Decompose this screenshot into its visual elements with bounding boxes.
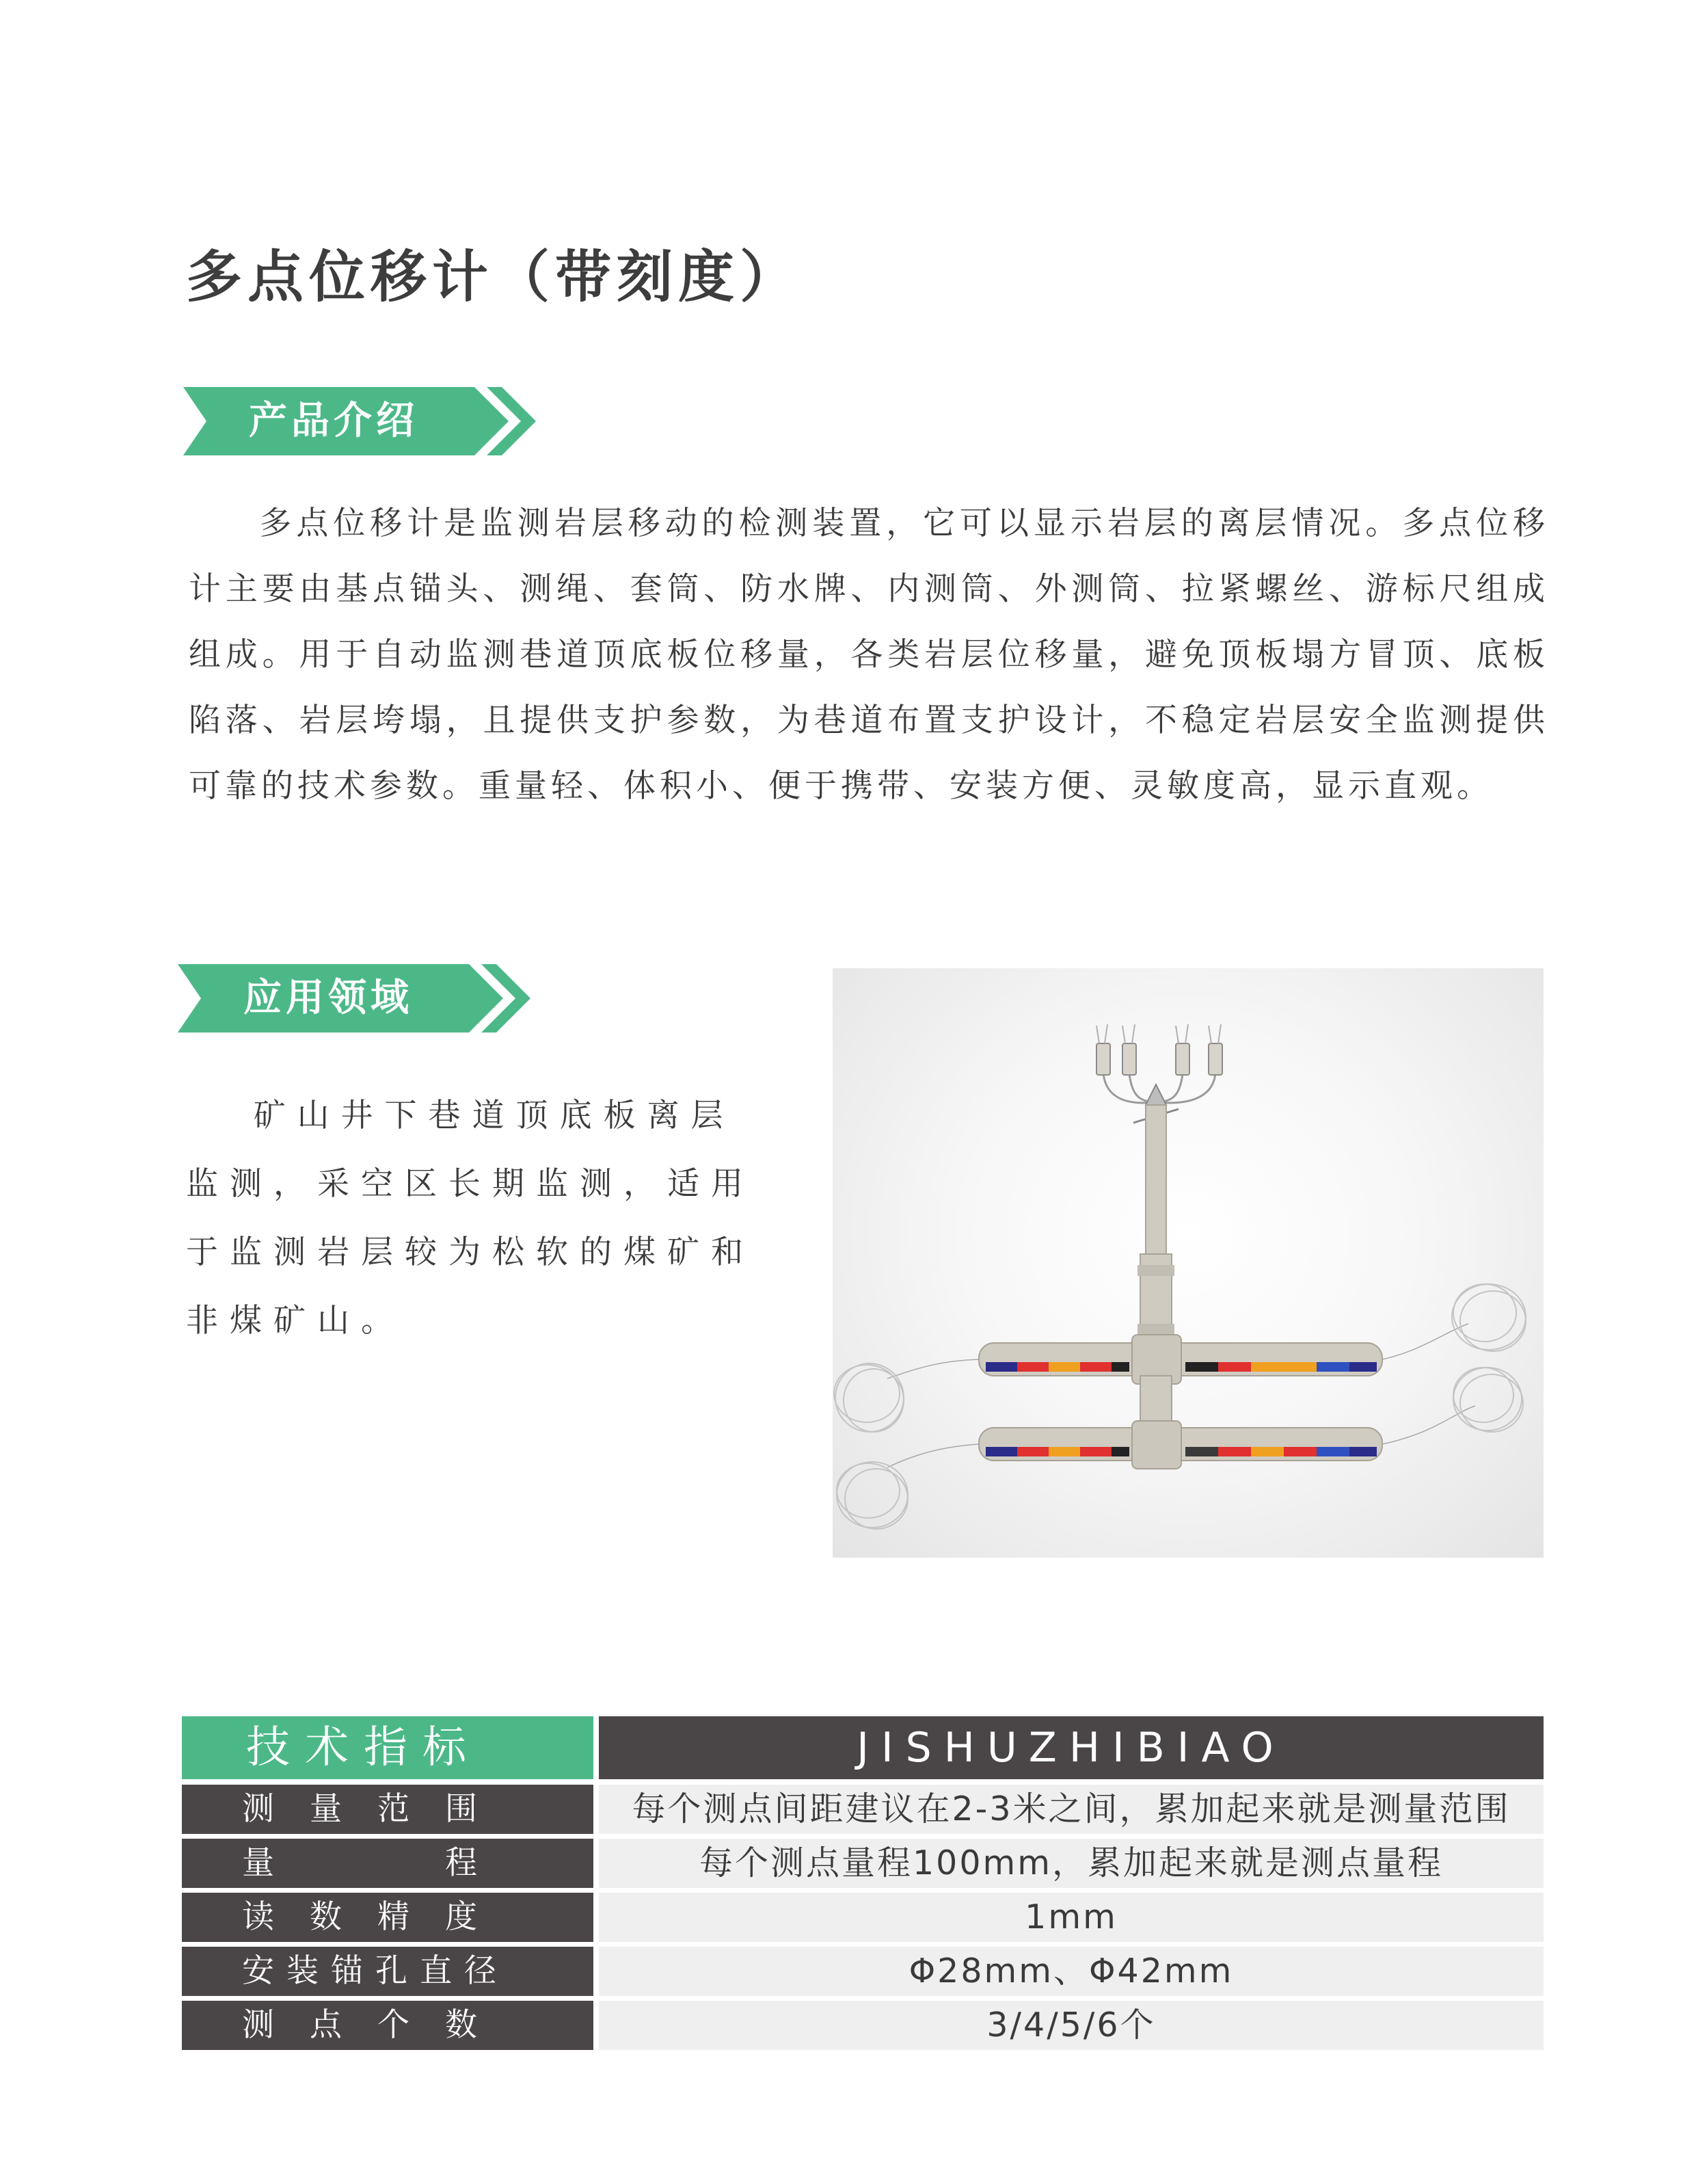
spec-value: 每个测点量程100mm，累加起来就是测点量程	[599, 1839, 1544, 1888]
specs-table	[182, 1716, 1544, 2055]
spec-label-char: 度	[445, 1898, 477, 1936]
spec-label-char: 测	[242, 1790, 274, 1828]
spec-value: 1mm	[599, 1893, 1544, 1942]
spec-label-char: 量	[310, 1790, 342, 1828]
spec-label-char: 点	[310, 2006, 342, 2044]
spec-label	[182, 2001, 593, 2050]
section-banner-intro	[183, 387, 539, 455]
spec-label	[182, 1839, 593, 1888]
table-row	[182, 2001, 1544, 2050]
table-row	[182, 1839, 1544, 1888]
section-heading-intro: 产品介绍	[249, 399, 418, 443]
spec-label-char: 数	[445, 2006, 477, 2044]
spec-label	[182, 1893, 593, 1942]
spec-label-char: 读	[242, 1898, 274, 1936]
specs-table-header	[182, 1716, 1544, 1779]
spec-label-char: 围	[445, 1790, 477, 1828]
spec-label-char: 量	[242, 1844, 274, 1882]
table-row	[182, 1893, 1544, 1942]
spec-label-char: 范	[377, 1790, 409, 1828]
table-row	[182, 1785, 1544, 1834]
spec-label: 安装锚孔直径	[182, 1947, 593, 1996]
spec-label-char: 个	[377, 2006, 409, 2044]
section-heading-application: 应用领域	[243, 976, 413, 1020]
specs-header-cn: 技术指标	[182, 1716, 593, 1779]
spec-label	[182, 1785, 593, 1834]
specs-header-en: JISHUZHIBIAO	[599, 1716, 1544, 1779]
spec-label-char: 程	[445, 1844, 477, 1882]
spec-value: 3/4/5/6个	[599, 2001, 1544, 2050]
spec-label-char: 数	[310, 1898, 342, 1936]
spec-value: 每个测点间距建议在2-3米之间，累加起来就是测量范围	[599, 1785, 1544, 1834]
multipoint-extensometer-illustration	[833, 968, 1544, 1558]
section-banner-application	[178, 964, 533, 1033]
intro-paragraph: 多点位移计是监测岩层移动的检测装置，它可以显示岩层的离层情况。多点位移计主要由基点锚头、测绳、套筒、防水牌、内测筒、外测筒、拉紧螺丝、游标尺组成组成。用于自动监测巷道顶底板位移量，各类岩层位移量，避免顶板塌方冒顶、底板陷落、岩层垮塌，且提供支护参数，为巷道布置支护设计，不稳定岩层安全监测提供可靠的技术参数。重量轻、体积小、便于携带、安装方便、灵敏度高，显示直观。	[189, 505, 1549, 805]
spec-label-char: 测	[242, 2006, 274, 2044]
page-title: 多点位移计（带刻度）	[186, 245, 802, 310]
table-row	[182, 1947, 1544, 1996]
product-photo	[833, 968, 1544, 1558]
application-paragraph: 矿山井下巷道顶底板离层监测，采空区长期监测，适用于监测岩层较为松软的煤矿和非煤矿山。	[186, 1097, 755, 1340]
spec-value: Φ28mm、Φ42mm	[599, 1947, 1544, 1996]
spec-label-char: 精	[377, 1898, 409, 1936]
